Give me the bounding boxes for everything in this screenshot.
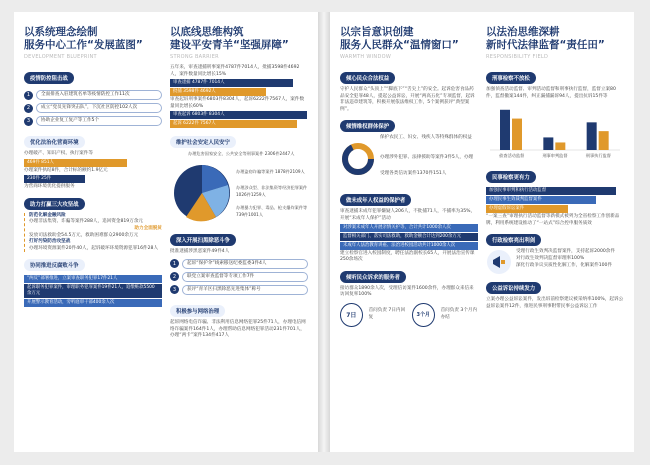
category-label: 侦查活动监督 <box>499 153 525 159</box>
business-stat-bar: 469件 851人 <box>24 159 127 167</box>
section-title-line2: 新时代法律监督“责任田” <box>486 39 605 51</box>
pie-note-2: 办理盗窃诈骗等案件 1878件2109人 <box>236 169 305 175</box>
criminal-text: 加强侦查活动监督、审判活动监督和刑事执行监督，监督立案80件，监督撤案144件，纠正漏捕漏诉94人，提出抗诉15件等 <box>486 87 616 99</box>
donut-note-3: 受理各类信访案件1370件151人 <box>380 171 447 177</box>
pollution-text: 办理环境资源案件20件40人，起诉破坏环境资源犯罪16件28人 <box>29 245 159 251</box>
section-subtitle: WARMTH WINDOW <box>340 54 392 60</box>
heading-network-governance: 积极参与网络治理 <box>170 305 225 317</box>
deadline-7-days-text: 首问负责 7日内回复 <box>368 308 406 320</box>
list-item: 3 获评“青羊区扫黑除恶先进集体”称号 <box>170 285 308 295</box>
heading-epidemic: 疫情防控阻击战 <box>24 72 74 84</box>
anti-corruption-band-3: 开展警示教育活动，旁听庭审干部400余人次 <box>24 299 162 307</box>
minors-text-2: 建立检察官进入校园制度，聘任法治副校长65人，开展法治宣传课250余场次 <box>340 250 475 263</box>
business-stat-bar-2: 230件 25件 <box>24 175 85 183</box>
subheading-pollution: 打好污染防治攻坚战 <box>29 239 71 245</box>
deadline-7-days-circle: 7日 <box>340 303 363 327</box>
anti-crime-text: 批准逮捕涉黑恶案件49件4人 <box>170 249 230 255</box>
network-text: 起诉网络电信诈骗、非法利用信息网络犯罪25件71人，办理电信网络诈骗案件164件1人，办理帮助信息网络犯罪活动231件701人，办理“两卡”案件134件417人 <box>170 319 306 339</box>
heading-anti-corruption: 协同推进反腐败斗争 <box>24 259 85 271</box>
minors-band-3: 未成年人法治教育讲座、法治进校园活动共计1000余人次 <box>340 242 478 250</box>
epidemic-list <box>24 90 162 126</box>
list-item: 1 起诉“保护伞”线索移送纪委监委3件4人 <box>170 259 308 269</box>
donut-area <box>340 135 478 187</box>
heading-business-environment: 优化法治化营商环境 <box>24 136 85 148</box>
heading-public-interest: 公益诉讼持续发力 <box>486 282 541 294</box>
left-page <box>14 12 318 452</box>
heading-special-groups: 倾情维权群体保护 <box>340 120 395 132</box>
section-subtitle: STRONG BARRIER <box>170 54 219 60</box>
administrative-list <box>516 249 624 275</box>
subheading-finance: 防范化解金融风险 <box>29 212 66 218</box>
deadline-row <box>340 303 478 327</box>
section-title-line2: 服务中心工作“发展蓝图” <box>24 39 143 51</box>
pie-area <box>170 151 308 227</box>
list-item: 对行政生效判决监督审理率100% <box>516 255 585 261</box>
civil-band-3: 办理虚假诉讼案件 <box>486 205 568 213</box>
heading-anti-crime: 深入开展扫黑除恶斗争 <box>170 234 236 246</box>
section-subtitle: RESPONSIBILITY FIELD <box>486 54 549 60</box>
donut-note-2: 办理涉外犯罪、法律援助等案件3件5人，办理 <box>380 155 474 161</box>
heading-three-battles: 助力打赢三大攻坚战 <box>24 198 85 210</box>
prosecution-bar: 起诉 6222件 7567人 <box>170 120 297 128</box>
right-page <box>330 12 634 452</box>
deadline-3-months-text: 首问负责 3个月内办结 <box>440 308 478 320</box>
arrest-bar: 审查逮捕 4787件 7014人 <box>170 79 293 87</box>
section-title-line1: 以法治思维深耕 <box>486 26 560 38</box>
section-title-line1: 以底线思维构筑 <box>170 26 244 38</box>
section-title-line2: 服务人民群众“温情窗口” <box>340 39 459 51</box>
finance-text: 办理非法集资、诈骗等案件288人，追回资金819万余元 <box>29 219 144 225</box>
pie-chart <box>172 163 232 223</box>
poverty-text: 发放司法救助金54.5万元，救助困难群众2900余万元 <box>29 232 139 238</box>
category-label: 刑事执行监督 <box>585 153 611 159</box>
civil-band-1: 加强民事审判和执行活动监督 <box>486 187 616 195</box>
section-title-line1: 以宗旨意识创建 <box>340 26 414 38</box>
right-column-1 <box>340 26 478 327</box>
section-subtitle: DEVELOPMENT BLUEPRINT <box>24 54 97 60</box>
three-battles-path <box>24 213 162 253</box>
civil-text: “一案三查”审理执行活动监督等新模式被列为全省检察工作创新品牌，利用系统建设推动了“一站式”综合控申服务质效 <box>486 214 620 226</box>
list-item: 1 全面排查入驻建筑名单等疫情防控工作11次 <box>24 90 162 100</box>
left-column-2 <box>170 26 308 340</box>
deadline-3-months-circle: 3个月 <box>412 303 435 327</box>
subheading-poverty: 助力全面脱贫 <box>134 225 162 231</box>
pie-note-1: 办理危害国家安全、公共安全等刑事案件 2306件2447人 <box>188 151 295 157</box>
heading-petitions: 倾听民众诉求的服务者 <box>340 271 406 283</box>
section-title-line1: 以系统理念绘制 <box>24 26 98 38</box>
bar <box>500 110 510 150</box>
business-text-3: 为营商环境优化提供服务 <box>24 184 75 190</box>
administrative-block <box>486 249 624 275</box>
list-item: 2 成立“党员先锋突击队”，下沉社区防控102人次 <box>24 103 162 113</box>
pie-note-4: 办理暴力犯罪、毒品、枪支爆炸案件等 739件1001人 <box>236 205 308 217</box>
donut-chart <box>340 141 376 177</box>
bar <box>587 123 597 151</box>
book-gutter <box>318 12 330 452</box>
minors-text: 审查逮捕未成年犯罪嫌疑人206人，不批捕71人，不捕率为35%，开展“未成年人保护”活动 <box>340 209 476 221</box>
donut-note-1: 保护农民工、妇女、残疾人等特殊群体的权益 <box>380 135 472 141</box>
approve-arrest-bar: 批捕 3598件 4692人 <box>170 88 266 96</box>
heading-administrative: 行政检察亮出利剑 <box>486 234 541 246</box>
petitions-text: 接访群众1890余人次，受理信访案件1600余件，办理群众来信来访回复率100% <box>340 285 474 298</box>
heading-criminal: 刑事检察不放松 <box>486 72 536 84</box>
megaphone-icon <box>486 249 512 275</box>
heading-minors: 做未成年人权益的保护者 <box>340 194 411 206</box>
business-text: 办理破产、知识产权、执行案件等 <box>24 151 93 156</box>
business-text-2: 办理案件执结8件，合计标的额约1.9亿元 <box>24 167 108 173</box>
anti-crime-list <box>170 259 308 295</box>
prosecution-text: 审查起诉刑事案件6803件8304人，起诉6222件7567人，案件数量同比增长60% <box>170 97 305 109</box>
category-label: 刑事审判监督 <box>542 153 568 159</box>
review-prosecution-bar: 审查起诉 6803件 8304人 <box>170 111 307 119</box>
rights-text: 守护人民群众“头顶上”“脚底下”“舌尖上”的安全。起诉危害食品药品安全犯罪48人，提起公益诉讼，开展“两高五化”专项监督，起诉非法违章建筑等，积极开展依法维权工作，5个案例获评“典型案例”。 <box>340 87 475 112</box>
heading-civil: 民事检察更有力 <box>486 171 536 183</box>
pie-note-3: 办理涉众型、非法集资等经济犯罪案件 1026件1259人 <box>236 185 308 197</box>
right-column-2 <box>486 26 624 311</box>
anti-corruption-band-1: “两反”部署推进，立案审查职务犯罪17件21人 <box>24 275 162 283</box>
anti-corruption-band-2: 起诉职务犯罪案件，审理职务犯罪案件19件21人，追缴赃款5500余万元 <box>24 284 162 298</box>
left-column-1 <box>24 26 162 308</box>
list-item: 2 联党立案审查监督等专项工作7件 <box>170 272 308 282</box>
minors-band-1: 对涉案未成年人开展亲情关护等，合计共计1000余人次 <box>340 224 478 232</box>
bar <box>599 131 609 150</box>
list-item: 受理行政生效判决监督案件，支持起诉2000余件 <box>516 249 615 255</box>
section-title-line2: 建设平安青羊“坚强屏障” <box>170 39 289 51</box>
civil-band-2: 办理民事生效裁判监督案件 <box>486 196 596 204</box>
list-item: 3 协助企业复工复产等工作5个 <box>24 116 162 126</box>
bar <box>543 138 553 151</box>
list-item: 深化行政争议实质性化解工作，化解案件100件 <box>516 262 613 268</box>
heading-social-stability: 维护社会安定人民安宁 <box>170 136 236 148</box>
arrest-text: 五年来，审查逮捕刑事案件4787件7014人，批捕3598件4692人，案件数量同比增长15% <box>170 65 300 77</box>
minors-band-2: 监督相关部门、落实司法救助，救助金额合计达到200余万元 <box>340 233 478 241</box>
bar <box>512 119 522 150</box>
bar <box>555 143 565 151</box>
supervision-bar-chart <box>486 100 624 160</box>
heading-rights: 倾心民众合法权益 <box>340 72 395 84</box>
public-interest-text: 立案办理公益诉讼案件，发出诉前检察建议被采纳率100%，起诉公益诉讼案件12件，推进民事刑事附带民事公益诉讼工作 <box>486 297 624 309</box>
